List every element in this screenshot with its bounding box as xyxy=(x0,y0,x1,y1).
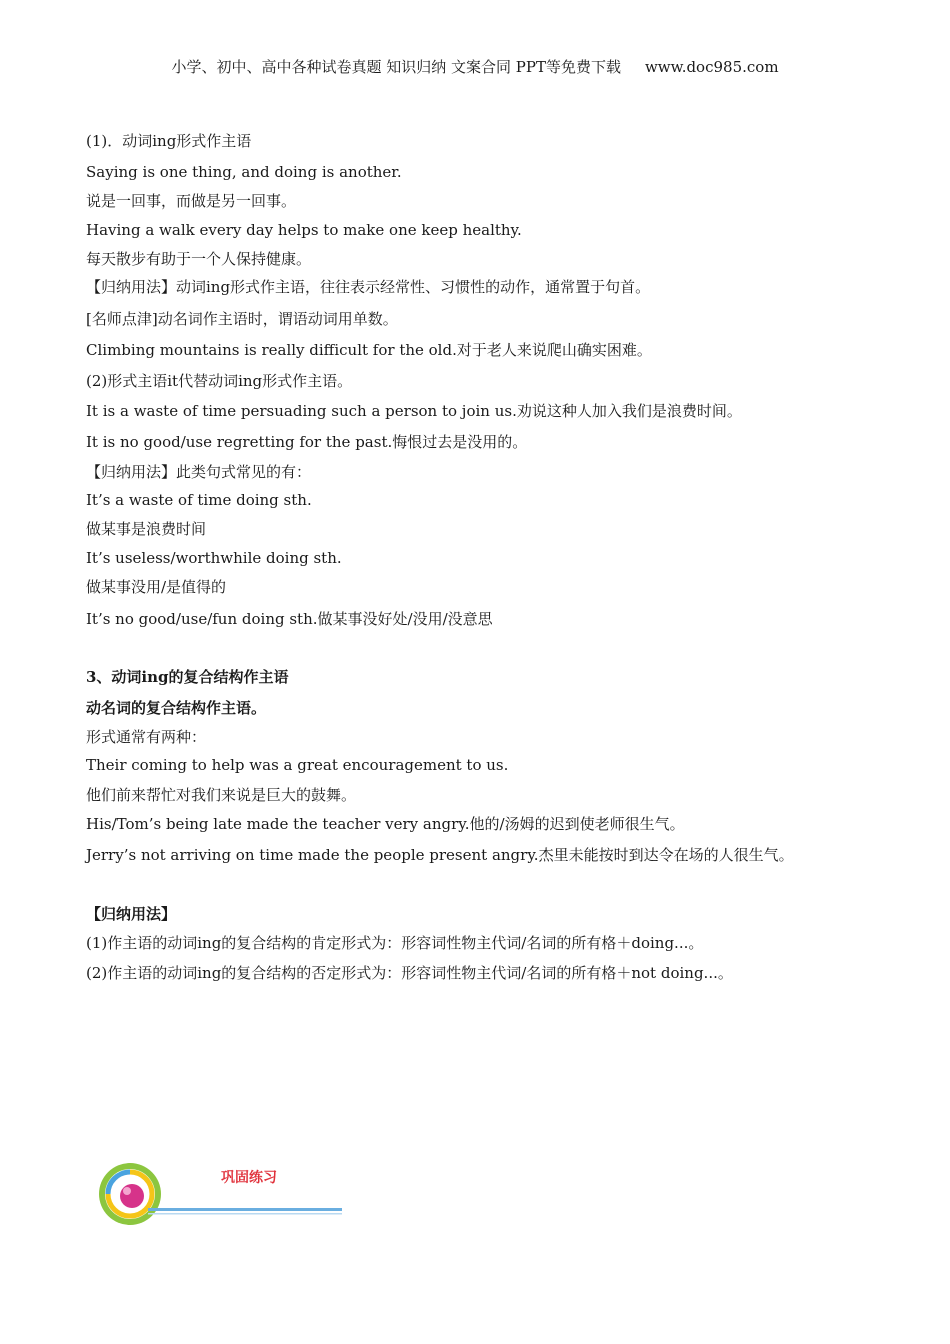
example-en: Having a walk every day helps to make one keep healthy. xyxy=(86,221,522,239)
usage-heading: 【归纳用法】 xyxy=(86,905,177,923)
usage-note: 【归纳用法】此类句式常见的有： xyxy=(86,463,312,481)
practice-section-title: 巩固练习 xyxy=(221,1170,277,1186)
example-line: Climbing mountains is really difficult for the old.对于老人来说爬山确实困难。 xyxy=(86,341,652,359)
section-heading-3: 3、动词ing的复合结构作主语 xyxy=(86,668,289,686)
example-line: Jerry’s not arriving on time made the people present angry.杰里未能按时到达令在场的人很生气。 xyxy=(86,846,794,864)
pattern-zh: 做某事是浪费时间 xyxy=(86,520,207,538)
pattern-en: It’s a waste of time doing sth. xyxy=(86,491,312,509)
badge-underline xyxy=(148,1208,342,1211)
subheading: 动名词的复合结构作主语。 xyxy=(86,699,267,717)
badge-pink-ball xyxy=(120,1184,144,1208)
section-heading-2: (2)形式主语it代替动词ing形式作主语。 xyxy=(86,372,353,390)
header-promo-text: 小学、初中、高中各种试卷真题 知识归纳 文案合同 PPT等免费下载 xyxy=(171,58,621,76)
body-text: 形式通常有两种： xyxy=(86,728,207,746)
page-header xyxy=(0,56,950,77)
example-zh: 每天散步有助于一个人保持健康。 xyxy=(86,250,312,268)
usage-rule: (1)作主语的动词ing的复合结构的肯定形式为：形容词性物主代词/名词的所有格＋doing...。 xyxy=(86,934,704,952)
usage-note: 【归纳用法】动词ing形式作主语，往往表示经常性、习惯性的动作，通常置于句首。 xyxy=(86,278,651,296)
example-en: Their coming to help was a great encouragement to us. xyxy=(86,756,509,774)
example-zh: 他们前来帮忙对我们来说是巨大的鼓舞。 xyxy=(86,786,357,804)
example-line: His/Tom’s being late made the teacher very angry.他的/汤姆的迟到使老师很生气。 xyxy=(86,815,685,833)
section-heading-1: (1)．动词ing形式作主语 xyxy=(86,132,252,150)
example-line: It is no good/use regretting for the past.悔恨过去是没用的。 xyxy=(86,433,528,451)
example-line: It is a waste of time persuading such a person to join us.劝说这种人加入我们是浪费时间。 xyxy=(86,402,742,420)
example-en: Saying is one thing, and doing is another. xyxy=(86,163,402,181)
example-zh: 说是一回事，而做是另一回事。 xyxy=(86,192,297,210)
header-url: www.doc985.com xyxy=(644,58,779,76)
usage-rule: (2)作主语的动词ing的复合结构的否定形式为：形容词性物主代词/名词的所有格＋not doing...。 xyxy=(86,964,733,982)
teacher-tip: [名师点津]动名词作主语时，谓语动词用单数。 xyxy=(86,310,398,328)
pattern-line: It’s no good/use/fun doing sth.做某事没好处/没用/没意思 xyxy=(86,610,493,628)
pattern-en: It’s useless/worthwhile doing sth. xyxy=(86,549,342,567)
pattern-zh: 做某事没用/是值得的 xyxy=(86,578,227,596)
